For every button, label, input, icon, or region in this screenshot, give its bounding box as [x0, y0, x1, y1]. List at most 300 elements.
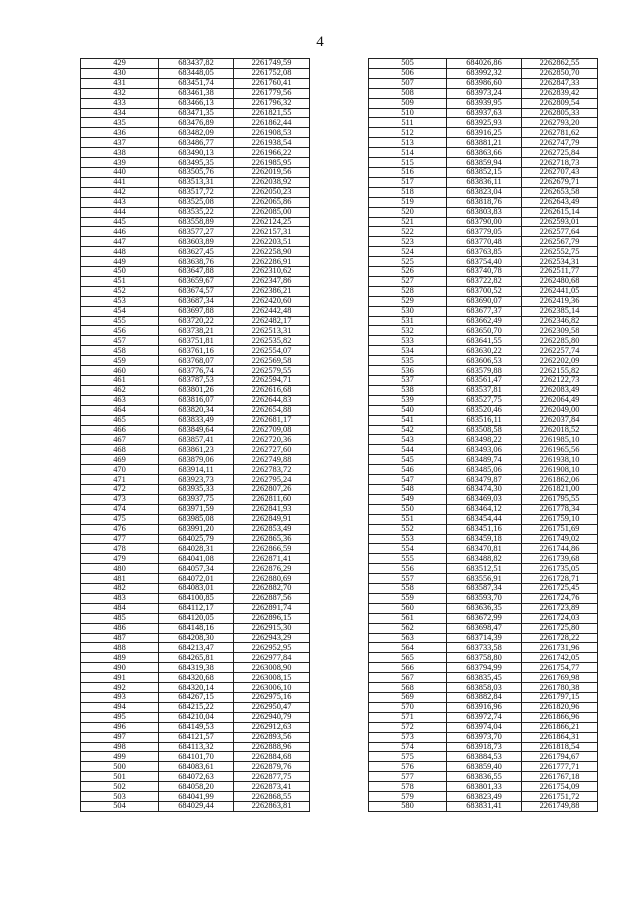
table-row	[369, 673, 598, 683]
table-row	[369, 574, 598, 584]
x-coordinate-cell: 683486,77	[159, 138, 234, 148]
y-coordinate-cell: 2262868,55	[234, 792, 310, 802]
x-coordinate-cell: 683469,03	[447, 494, 522, 504]
table-row	[369, 475, 598, 485]
table-row	[369, 593, 598, 603]
x-coordinate-cell: 684101,70	[159, 752, 234, 762]
x-coordinate-cell: 683513,31	[159, 177, 234, 187]
y-coordinate-cell: 2262950,47	[234, 702, 310, 712]
table-row	[369, 782, 598, 792]
y-coordinate-cell: 2261966,22	[234, 148, 310, 158]
table-row	[81, 504, 310, 514]
x-coordinate-cell: 684120,05	[159, 613, 234, 623]
point-number-cell: 463	[81, 395, 159, 405]
x-coordinate-cell: 683558,89	[159, 217, 234, 227]
point-number-cell: 555	[369, 554, 447, 564]
x-coordinate-cell: 683448,05	[159, 68, 234, 78]
table-row	[81, 455, 310, 465]
y-coordinate-cell: 2262912,63	[234, 722, 310, 732]
x-coordinate-cell: 684057,34	[159, 564, 234, 574]
x-coordinate-cell: 683508,58	[447, 425, 522, 435]
point-number-cell: 445	[81, 217, 159, 227]
table-row	[369, 544, 598, 554]
x-coordinate-cell: 683437,82	[159, 59, 234, 69]
table-row	[81, 544, 310, 554]
table-row	[81, 207, 310, 217]
x-coordinate-cell: 683535,22	[159, 207, 234, 217]
y-coordinate-cell: 2262975,16	[234, 693, 310, 703]
table-row	[369, 217, 598, 227]
point-number-cell: 465	[81, 415, 159, 425]
x-coordinate-cell: 684041,08	[159, 554, 234, 564]
y-coordinate-cell: 2261796,32	[234, 98, 310, 108]
y-coordinate-cell: 2261731,96	[522, 643, 598, 653]
point-number-cell: 441	[81, 177, 159, 187]
y-coordinate-cell: 2261820,96	[522, 702, 598, 712]
x-coordinate-cell: 683831,41	[447, 801, 522, 811]
table-row	[369, 613, 598, 623]
table-row	[81, 108, 310, 118]
y-coordinate-cell: 2262347,86	[234, 276, 310, 286]
table-row	[369, 524, 598, 534]
y-coordinate-cell: 2262877,75	[234, 772, 310, 782]
x-coordinate-cell: 683823,04	[447, 187, 522, 197]
table-row	[81, 475, 310, 485]
x-coordinate-cell: 684100,85	[159, 593, 234, 603]
x-coordinate-cell: 683991,20	[159, 524, 234, 534]
x-coordinate-cell: 683489,74	[447, 455, 522, 465]
y-coordinate-cell: 2261908,53	[234, 128, 310, 138]
y-coordinate-cell: 2261760,41	[234, 78, 310, 88]
y-coordinate-cell: 2263008,90	[234, 663, 310, 673]
y-coordinate-cell: 2262385,14	[522, 306, 598, 316]
x-coordinate-cell: 684320,14	[159, 683, 234, 693]
x-coordinate-cell: 683863,66	[447, 148, 522, 158]
table-row	[81, 346, 310, 356]
x-coordinate-cell: 683740,78	[447, 267, 522, 277]
x-coordinate-cell: 683505,76	[159, 167, 234, 177]
point-number-cell: 534	[369, 346, 447, 356]
point-number-cell: 573	[369, 732, 447, 742]
point-number-cell: 580	[369, 801, 447, 811]
table-row	[81, 643, 310, 653]
point-number-cell: 553	[369, 534, 447, 544]
point-number-cell: 446	[81, 227, 159, 237]
point-number-cell: 505	[369, 59, 447, 69]
x-coordinate-cell: 683852,15	[447, 167, 522, 177]
x-coordinate-cell: 683801,33	[447, 782, 522, 792]
table-row	[369, 108, 598, 118]
table-row	[369, 623, 598, 633]
point-number-cell: 576	[369, 762, 447, 772]
table-row	[81, 257, 310, 267]
table-row	[81, 633, 310, 643]
y-coordinate-cell: 2263008,15	[234, 673, 310, 683]
point-number-cell: 470	[81, 465, 159, 475]
y-coordinate-cell: 2262441,05	[522, 286, 598, 296]
y-coordinate-cell: 2262863,81	[234, 801, 310, 811]
x-coordinate-cell: 683937,63	[447, 108, 522, 118]
table-row	[369, 257, 598, 267]
table-row	[369, 306, 598, 316]
x-coordinate-cell: 683603,89	[159, 237, 234, 247]
y-coordinate-cell: 2262718,73	[522, 158, 598, 168]
table-row	[81, 217, 310, 227]
y-coordinate-cell: 2262888,96	[234, 742, 310, 752]
point-number-cell: 507	[369, 78, 447, 88]
table-row	[81, 98, 310, 108]
x-coordinate-cell: 683985,08	[159, 514, 234, 524]
point-number-cell: 500	[81, 762, 159, 772]
x-coordinate-cell: 683971,59	[159, 504, 234, 514]
y-coordinate-cell: 2262579,55	[234, 366, 310, 376]
table-row	[81, 772, 310, 782]
point-number-cell: 523	[369, 237, 447, 247]
point-number-cell: 483	[81, 593, 159, 603]
y-coordinate-cell: 2262882,70	[234, 584, 310, 594]
x-coordinate-cell: 683459,18	[447, 534, 522, 544]
y-coordinate-cell: 2262085,00	[234, 207, 310, 217]
y-coordinate-cell: 2262873,41	[234, 782, 310, 792]
y-coordinate-cell: 2262286,91	[234, 257, 310, 267]
table-row	[369, 425, 598, 435]
point-number-cell: 545	[369, 455, 447, 465]
y-coordinate-cell: 2262876,29	[234, 564, 310, 574]
y-coordinate-cell: 2262122,73	[522, 376, 598, 386]
point-number-cell: 532	[369, 326, 447, 336]
point-number-cell: 461	[81, 376, 159, 386]
x-coordinate-cell: 683495,35	[159, 158, 234, 168]
point-number-cell: 541	[369, 415, 447, 425]
x-coordinate-cell: 684083,61	[159, 762, 234, 772]
point-number-cell: 568	[369, 683, 447, 693]
table-row	[81, 197, 310, 207]
y-coordinate-cell: 2262896,15	[234, 613, 310, 623]
point-number-cell: 452	[81, 286, 159, 296]
table-row	[369, 148, 598, 158]
y-coordinate-cell: 2262511,77	[522, 267, 598, 277]
point-number-cell: 556	[369, 564, 447, 574]
x-coordinate-cell: 683627,45	[159, 247, 234, 257]
point-number-cell: 552	[369, 524, 447, 534]
y-coordinate-cell: 2262258,90	[234, 247, 310, 257]
point-number-cell: 491	[81, 673, 159, 683]
y-coordinate-cell: 2261754,77	[522, 663, 598, 673]
y-coordinate-cell: 2262952,95	[234, 643, 310, 653]
y-coordinate-cell: 2261818,54	[522, 742, 598, 752]
point-number-cell: 466	[81, 425, 159, 435]
point-number-cell: 529	[369, 296, 447, 306]
y-coordinate-cell: 2262482,17	[234, 316, 310, 326]
table-row	[81, 792, 310, 802]
point-number-cell: 476	[81, 524, 159, 534]
x-coordinate-cell: 683690,07	[447, 296, 522, 306]
x-coordinate-cell: 683916,25	[447, 128, 522, 138]
point-number-cell: 503	[81, 792, 159, 802]
point-number-cell: 524	[369, 247, 447, 257]
table-row	[81, 306, 310, 316]
point-number-cell: 457	[81, 336, 159, 346]
y-coordinate-cell: 2262257,74	[522, 346, 598, 356]
y-coordinate-cell: 2262064,49	[522, 395, 598, 405]
y-coordinate-cell: 2262567,79	[522, 237, 598, 247]
y-coordinate-cell: 2262534,31	[522, 257, 598, 267]
y-coordinate-cell: 2262643,49	[522, 197, 598, 207]
x-coordinate-cell: 683474,30	[447, 484, 522, 494]
table-row	[81, 574, 310, 584]
point-number-cell: 455	[81, 316, 159, 326]
table-row	[81, 742, 310, 752]
y-coordinate-cell: 2261728,22	[522, 633, 598, 643]
y-coordinate-cell: 2262783,72	[234, 465, 310, 475]
point-number-cell: 472	[81, 484, 159, 494]
x-coordinate-cell: 684210,04	[159, 712, 234, 722]
point-number-cell: 495	[81, 712, 159, 722]
table-row	[81, 148, 310, 158]
x-coordinate-cell: 683490,13	[159, 148, 234, 158]
table-row	[81, 603, 310, 613]
x-coordinate-cell: 683973,24	[447, 88, 522, 98]
x-coordinate-cell: 684028,31	[159, 544, 234, 554]
point-number-cell: 473	[81, 494, 159, 504]
table-row	[369, 653, 598, 663]
point-number-cell: 486	[81, 623, 159, 633]
y-coordinate-cell: 2262866,59	[234, 544, 310, 554]
point-number-cell: 526	[369, 267, 447, 277]
point-number-cell: 562	[369, 623, 447, 633]
table-row	[81, 326, 310, 336]
x-coordinate-cell: 684121,57	[159, 732, 234, 742]
point-number-cell: 512	[369, 128, 447, 138]
x-coordinate-cell: 683823,49	[447, 792, 522, 802]
table-row	[81, 296, 310, 306]
y-coordinate-cell: 2262807,26	[234, 484, 310, 494]
x-coordinate-cell: 683638,76	[159, 257, 234, 267]
x-coordinate-cell: 683461,38	[159, 88, 234, 98]
x-coordinate-cell: 683763,85	[447, 247, 522, 257]
y-coordinate-cell: 2262202,09	[522, 356, 598, 366]
y-coordinate-cell: 2262865,36	[234, 534, 310, 544]
table-row	[369, 732, 598, 742]
point-number-cell: 571	[369, 712, 447, 722]
x-coordinate-cell: 683803,83	[447, 207, 522, 217]
table-row	[369, 276, 598, 286]
y-coordinate-cell: 2262839,42	[522, 88, 598, 98]
point-number-cell: 501	[81, 772, 159, 782]
point-number-cell: 514	[369, 148, 447, 158]
table-row	[81, 376, 310, 386]
point-number-cell: 464	[81, 405, 159, 415]
x-coordinate-cell: 683672,99	[447, 613, 522, 623]
point-number-cell: 506	[369, 68, 447, 78]
x-coordinate-cell: 684149,53	[159, 722, 234, 732]
x-coordinate-cell: 683674,57	[159, 286, 234, 296]
point-number-cell: 572	[369, 722, 447, 732]
coordinates-table-right	[368, 58, 598, 812]
y-coordinate-cell: 2261985,10	[522, 435, 598, 445]
y-coordinate-cell: 2261751,69	[522, 524, 598, 534]
point-number-cell: 462	[81, 385, 159, 395]
y-coordinate-cell: 2261862,06	[522, 475, 598, 485]
y-coordinate-cell: 2261821,00	[522, 484, 598, 494]
x-coordinate-cell: 683790,00	[447, 217, 522, 227]
y-coordinate-cell: 2261769,98	[522, 673, 598, 683]
y-coordinate-cell: 2262285,80	[522, 336, 598, 346]
point-number-cell: 527	[369, 276, 447, 286]
x-coordinate-cell: 683914,11	[159, 465, 234, 475]
point-number-cell: 559	[369, 593, 447, 603]
table-row	[369, 376, 598, 386]
x-coordinate-cell: 683754,40	[447, 257, 522, 267]
x-coordinate-cell: 684029,44	[159, 801, 234, 811]
point-number-cell: 530	[369, 306, 447, 316]
point-number-cell: 493	[81, 693, 159, 703]
y-coordinate-cell: 2262887,56	[234, 593, 310, 603]
point-number-cell: 563	[369, 633, 447, 643]
table-row	[369, 177, 598, 187]
y-coordinate-cell: 2262850,70	[522, 68, 598, 78]
y-coordinate-cell: 2262793,20	[522, 118, 598, 128]
x-coordinate-cell: 683698,47	[447, 623, 522, 633]
point-number-cell: 479	[81, 554, 159, 564]
point-number-cell: 557	[369, 574, 447, 584]
x-coordinate-cell: 684213,47	[159, 643, 234, 653]
y-coordinate-cell: 2262891,74	[234, 603, 310, 613]
table-row	[369, 197, 598, 207]
point-number-cell: 509	[369, 98, 447, 108]
table-row	[369, 267, 598, 277]
point-number-cell: 468	[81, 445, 159, 455]
y-coordinate-cell: 2261728,71	[522, 574, 598, 584]
table-row	[81, 445, 310, 455]
point-number-cell: 567	[369, 673, 447, 683]
x-coordinate-cell: 683700,52	[447, 286, 522, 296]
point-number-cell: 449	[81, 257, 159, 267]
y-coordinate-cell: 2261725,80	[522, 623, 598, 633]
x-coordinate-cell: 683471,35	[159, 108, 234, 118]
table-row	[369, 465, 598, 475]
table-row	[369, 742, 598, 752]
table-row	[369, 455, 598, 465]
y-coordinate-cell: 2262795,24	[234, 475, 310, 485]
y-coordinate-cell: 2262847,33	[522, 78, 598, 88]
x-coordinate-cell: 683722,82	[447, 276, 522, 286]
y-coordinate-cell: 2261965,56	[522, 445, 598, 455]
point-number-cell: 492	[81, 683, 159, 693]
x-coordinate-cell: 684026,86	[447, 59, 522, 69]
point-number-cell: 451	[81, 276, 159, 286]
y-coordinate-cell: 2261778,34	[522, 504, 598, 514]
x-coordinate-cell: 683493,06	[447, 445, 522, 455]
y-coordinate-cell: 2261777,71	[522, 762, 598, 772]
point-number-cell: 561	[369, 613, 447, 623]
point-number-cell: 489	[81, 653, 159, 663]
y-coordinate-cell: 2261780,38	[522, 683, 598, 693]
table-row	[81, 68, 310, 78]
y-coordinate-cell: 2262727,60	[234, 445, 310, 455]
x-coordinate-cell: 683512,51	[447, 564, 522, 574]
table-row	[369, 366, 598, 376]
y-coordinate-cell: 2262862,55	[522, 59, 598, 69]
table-row	[81, 366, 310, 376]
x-coordinate-cell: 684265,81	[159, 653, 234, 663]
y-coordinate-cell: 2262569,58	[234, 356, 310, 366]
table-row	[81, 356, 310, 366]
x-coordinate-cell: 683662,49	[447, 316, 522, 326]
table-row	[81, 247, 310, 257]
y-coordinate-cell: 2262940,79	[234, 712, 310, 722]
y-coordinate-cell: 2262653,58	[522, 187, 598, 197]
table-row	[81, 276, 310, 286]
point-number-cell: 544	[369, 445, 447, 455]
table-row	[81, 435, 310, 445]
x-coordinate-cell: 684208,30	[159, 633, 234, 643]
y-coordinate-cell: 2262552,75	[522, 247, 598, 257]
x-coordinate-cell: 683606,53	[447, 356, 522, 366]
y-coordinate-cell: 2262853,49	[234, 524, 310, 534]
x-coordinate-cell: 683525,08	[159, 197, 234, 207]
table-row	[81, 673, 310, 683]
y-coordinate-cell: 2261723,89	[522, 603, 598, 613]
y-coordinate-cell: 2262037,84	[522, 415, 598, 425]
point-number-cell: 522	[369, 227, 447, 237]
y-coordinate-cell: 2262707,43	[522, 167, 598, 177]
y-coordinate-cell: 2262049,00	[522, 405, 598, 415]
y-coordinate-cell: 2262513,31	[234, 326, 310, 336]
table-row	[369, 385, 598, 395]
table-row	[369, 792, 598, 802]
table-row	[81, 167, 310, 177]
x-coordinate-cell: 683986,60	[447, 78, 522, 88]
point-number-cell: 494	[81, 702, 159, 712]
point-number-cell: 574	[369, 742, 447, 752]
y-coordinate-cell: 2261724,03	[522, 613, 598, 623]
y-coordinate-cell: 2261754,09	[522, 782, 598, 792]
table-row	[369, 286, 598, 296]
table-row	[81, 286, 310, 296]
point-number-cell: 496	[81, 722, 159, 732]
point-number-cell: 439	[81, 158, 159, 168]
x-coordinate-cell: 683939,95	[447, 98, 522, 108]
y-coordinate-cell: 2262709,08	[234, 425, 310, 435]
point-number-cell: 579	[369, 792, 447, 802]
x-coordinate-cell: 683579,88	[447, 366, 522, 376]
x-coordinate-cell: 683882,84	[447, 693, 522, 703]
table-row	[369, 247, 598, 257]
x-coordinate-cell: 683659,67	[159, 276, 234, 286]
x-coordinate-cell: 684148,16	[159, 623, 234, 633]
table-row	[369, 504, 598, 514]
y-coordinate-cell: 2262594,71	[234, 376, 310, 386]
point-number-cell: 549	[369, 494, 447, 504]
x-coordinate-cell: 683498,22	[447, 435, 522, 445]
table-row	[369, 405, 598, 415]
x-coordinate-cell: 683916,96	[447, 702, 522, 712]
y-coordinate-cell: 2262577,64	[522, 227, 598, 237]
x-coordinate-cell: 683751,81	[159, 336, 234, 346]
x-coordinate-cell: 683849,64	[159, 425, 234, 435]
x-coordinate-cell: 683992,32	[447, 68, 522, 78]
point-number-cell: 518	[369, 187, 447, 197]
y-coordinate-cell: 2262747,79	[522, 138, 598, 148]
x-coordinate-cell: 683776,74	[159, 366, 234, 376]
y-coordinate-cell: 2262644,83	[234, 395, 310, 405]
table-row	[81, 663, 310, 673]
x-coordinate-cell: 683857,41	[159, 435, 234, 445]
y-coordinate-cell: 2262841,93	[234, 504, 310, 514]
point-number-cell: 477	[81, 534, 159, 544]
x-coordinate-cell: 683768,07	[159, 356, 234, 366]
